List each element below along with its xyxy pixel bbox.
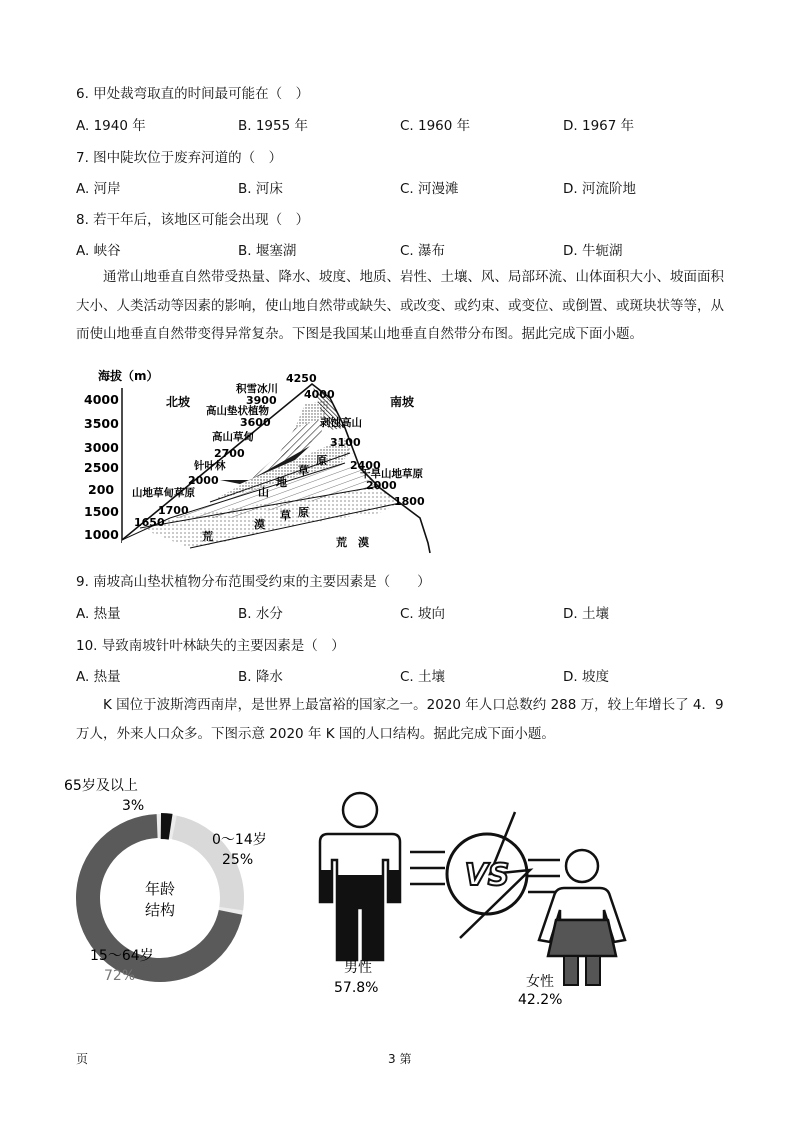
- elev-3600: 3600: [240, 416, 271, 429]
- axis-title: 海拔（m）: [98, 369, 159, 383]
- y-tick-3000: 3000: [84, 440, 119, 455]
- belt-conifer: 针叶林: [194, 460, 226, 472]
- elev-4250: 4250: [286, 372, 317, 385]
- passage-mountain-text: 通常山地垂直自然带受热量、降水、坡度、地质、岩性、土壤、风、局部环流、山体面积大小、坡面面积大小、人类活动等因素的影响，使山地自然带或缺失、或改变、或约束、或变位、或倒置、或斑块状等等，从而使山地垂直自然带变得异常复杂。下图是我国某山地垂直自然带分布图。据此完成下面小题。: [76, 269, 724, 342]
- female-figure-icon: [539, 850, 625, 985]
- female-label: 女性: [526, 974, 554, 990]
- q10-option-c: C. 土壤: [400, 669, 446, 685]
- q10-option-a: A. 热量: [76, 669, 121, 685]
- q6-option-c: C. 1960 年: [400, 118, 471, 134]
- y-tick-4000: 4000: [84, 392, 119, 407]
- q9-option-c: C. 坡向: [400, 606, 446, 622]
- belt-mt-meadow-steppe: 山地草甸草原: [132, 487, 195, 499]
- q8-option-b: B. 堰塞湖: [238, 243, 297, 259]
- q9-option-b: B. 水分: [238, 606, 283, 622]
- q10-option-d: D. 坡度: [563, 669, 609, 685]
- vs-text: VS: [464, 858, 510, 893]
- belt-desert-steppe-3: 原: [298, 506, 309, 519]
- age-65-label: 65岁及以上: [64, 778, 138, 794]
- footer-left: 页: [76, 1052, 89, 1066]
- q9-option-d: D. 土壤: [563, 606, 609, 622]
- q10-stem: 10. 导致南坡针叶林缺失的主要因素是（ ）: [76, 638, 345, 654]
- q7-option-d: D. 河流阶地: [563, 181, 636, 197]
- y-tick-1500: 1500: [84, 504, 119, 519]
- q6-option-b: B. 1955 年: [238, 118, 308, 134]
- q6-stem: 6. 甲处裁弯取直的时间最可能在（ ）: [76, 86, 310, 102]
- population-structure-figure: [60, 770, 680, 1010]
- belt-snow: 积雪冰川: [236, 383, 278, 395]
- passage-k-country: [76, 691, 726, 748]
- y-tick-2500: 2500: [84, 460, 119, 475]
- male-label: 男性: [344, 960, 372, 976]
- q10-option-b: B. 降水: [238, 669, 283, 685]
- age-65-value: 3%: [122, 798, 145, 814]
- belt-dry-steppe: 干旱山地草原: [360, 468, 423, 480]
- belt-mt-steppe-2: 地: [276, 476, 287, 489]
- q7-option-c: C. 河漫滩: [400, 181, 459, 197]
- north-slope-label: 北坡: [166, 395, 191, 409]
- q7-stem: 7. 图中陡坎位于废弃河道的（ ）: [76, 150, 283, 166]
- female-value: 42.2%: [518, 992, 563, 1008]
- belt-desert-south: 荒 漠: [336, 536, 369, 549]
- age-15-64-value: 72%: [104, 968, 136, 984]
- belt-desert-steppe-2: 草: [280, 509, 291, 522]
- donut-center-line1: 年龄: [144, 880, 176, 898]
- elev-2400: 2400: [350, 459, 381, 472]
- elev-2000-south: 2000: [366, 479, 397, 492]
- elev-1700: 1700: [158, 504, 189, 517]
- belt-mt-steppe-3: 草: [298, 464, 309, 477]
- passage-k-country-text: K 国位于波斯湾西南岸，是世界上最富裕的国家之一。2020 年人口总数约 288 万，较上年增长了 4．9 万人，外来人口众多。下图示意 2020 年 K 国的人口结构。据此完成下面小题。: [76, 697, 724, 742]
- elev-4000: 4000: [304, 388, 335, 401]
- belt-mt-steppe-1: 山: [258, 486, 269, 499]
- q8-option-c: C. 瀑布: [400, 243, 446, 259]
- belt-desert-steppe-1: 漠: [254, 518, 265, 531]
- age-15-64-label: 15～64岁: [90, 948, 154, 964]
- q6-option-d: D. 1967 年: [563, 118, 635, 134]
- elev-2000-north: 2000: [188, 474, 219, 487]
- elev-3900: 3900: [246, 394, 277, 407]
- q8-option-d: D. 牛轭湖: [563, 243, 623, 259]
- q9-stem: 9. 南坡高山垫状植物分布范围受约束的主要因素是（ ）: [76, 574, 431, 590]
- y-tick-2000: 200: [88, 482, 115, 497]
- male-value: 57.8%: [334, 980, 379, 996]
- belt-denuded: 剥蚀高山: [320, 417, 362, 429]
- south-slope-label: 南坡: [390, 395, 415, 409]
- donut-segment-65-plus: [161, 826, 171, 827]
- mountain-vertical-zone-figure: [80, 368, 450, 563]
- belt-cushion: 高山垫状植物: [206, 405, 269, 417]
- q9-option-a: A. 热量: [76, 606, 121, 622]
- elev-2700: 2700: [214, 447, 245, 460]
- belt-desert-north: 荒: [202, 530, 213, 543]
- y-tick-1000: 1000: [84, 527, 119, 542]
- y-tick-3500: 3500: [84, 416, 119, 431]
- belt-mt-steppe-4: 原: [316, 454, 327, 467]
- donut-center-line2: 结构: [144, 901, 176, 919]
- q6-option-a: A. 1940 年: [76, 118, 146, 134]
- elev-1650: 1650: [134, 516, 165, 529]
- male-figure-icon: [320, 793, 400, 960]
- age-0-14-value: 25%: [222, 852, 254, 868]
- q8-stem: 8. 若干年后，该地区可能会出现（ ）: [76, 212, 310, 228]
- vs-badge-icon: [410, 812, 560, 938]
- age-0-14-label: 0～14岁: [212, 832, 267, 848]
- q8-option-a: A. 峡谷: [76, 243, 121, 259]
- q7-option-b: B. 河床: [238, 181, 283, 197]
- footer-page-number: 3 第: [388, 1052, 412, 1066]
- elev-3100: 3100: [330, 436, 361, 449]
- belt-meadow: 高山草甸: [212, 431, 254, 443]
- elev-1800: 1800: [394, 495, 425, 508]
- q7-option-a: A. 河岸: [76, 181, 121, 197]
- passage-mountain: [76, 263, 726, 349]
